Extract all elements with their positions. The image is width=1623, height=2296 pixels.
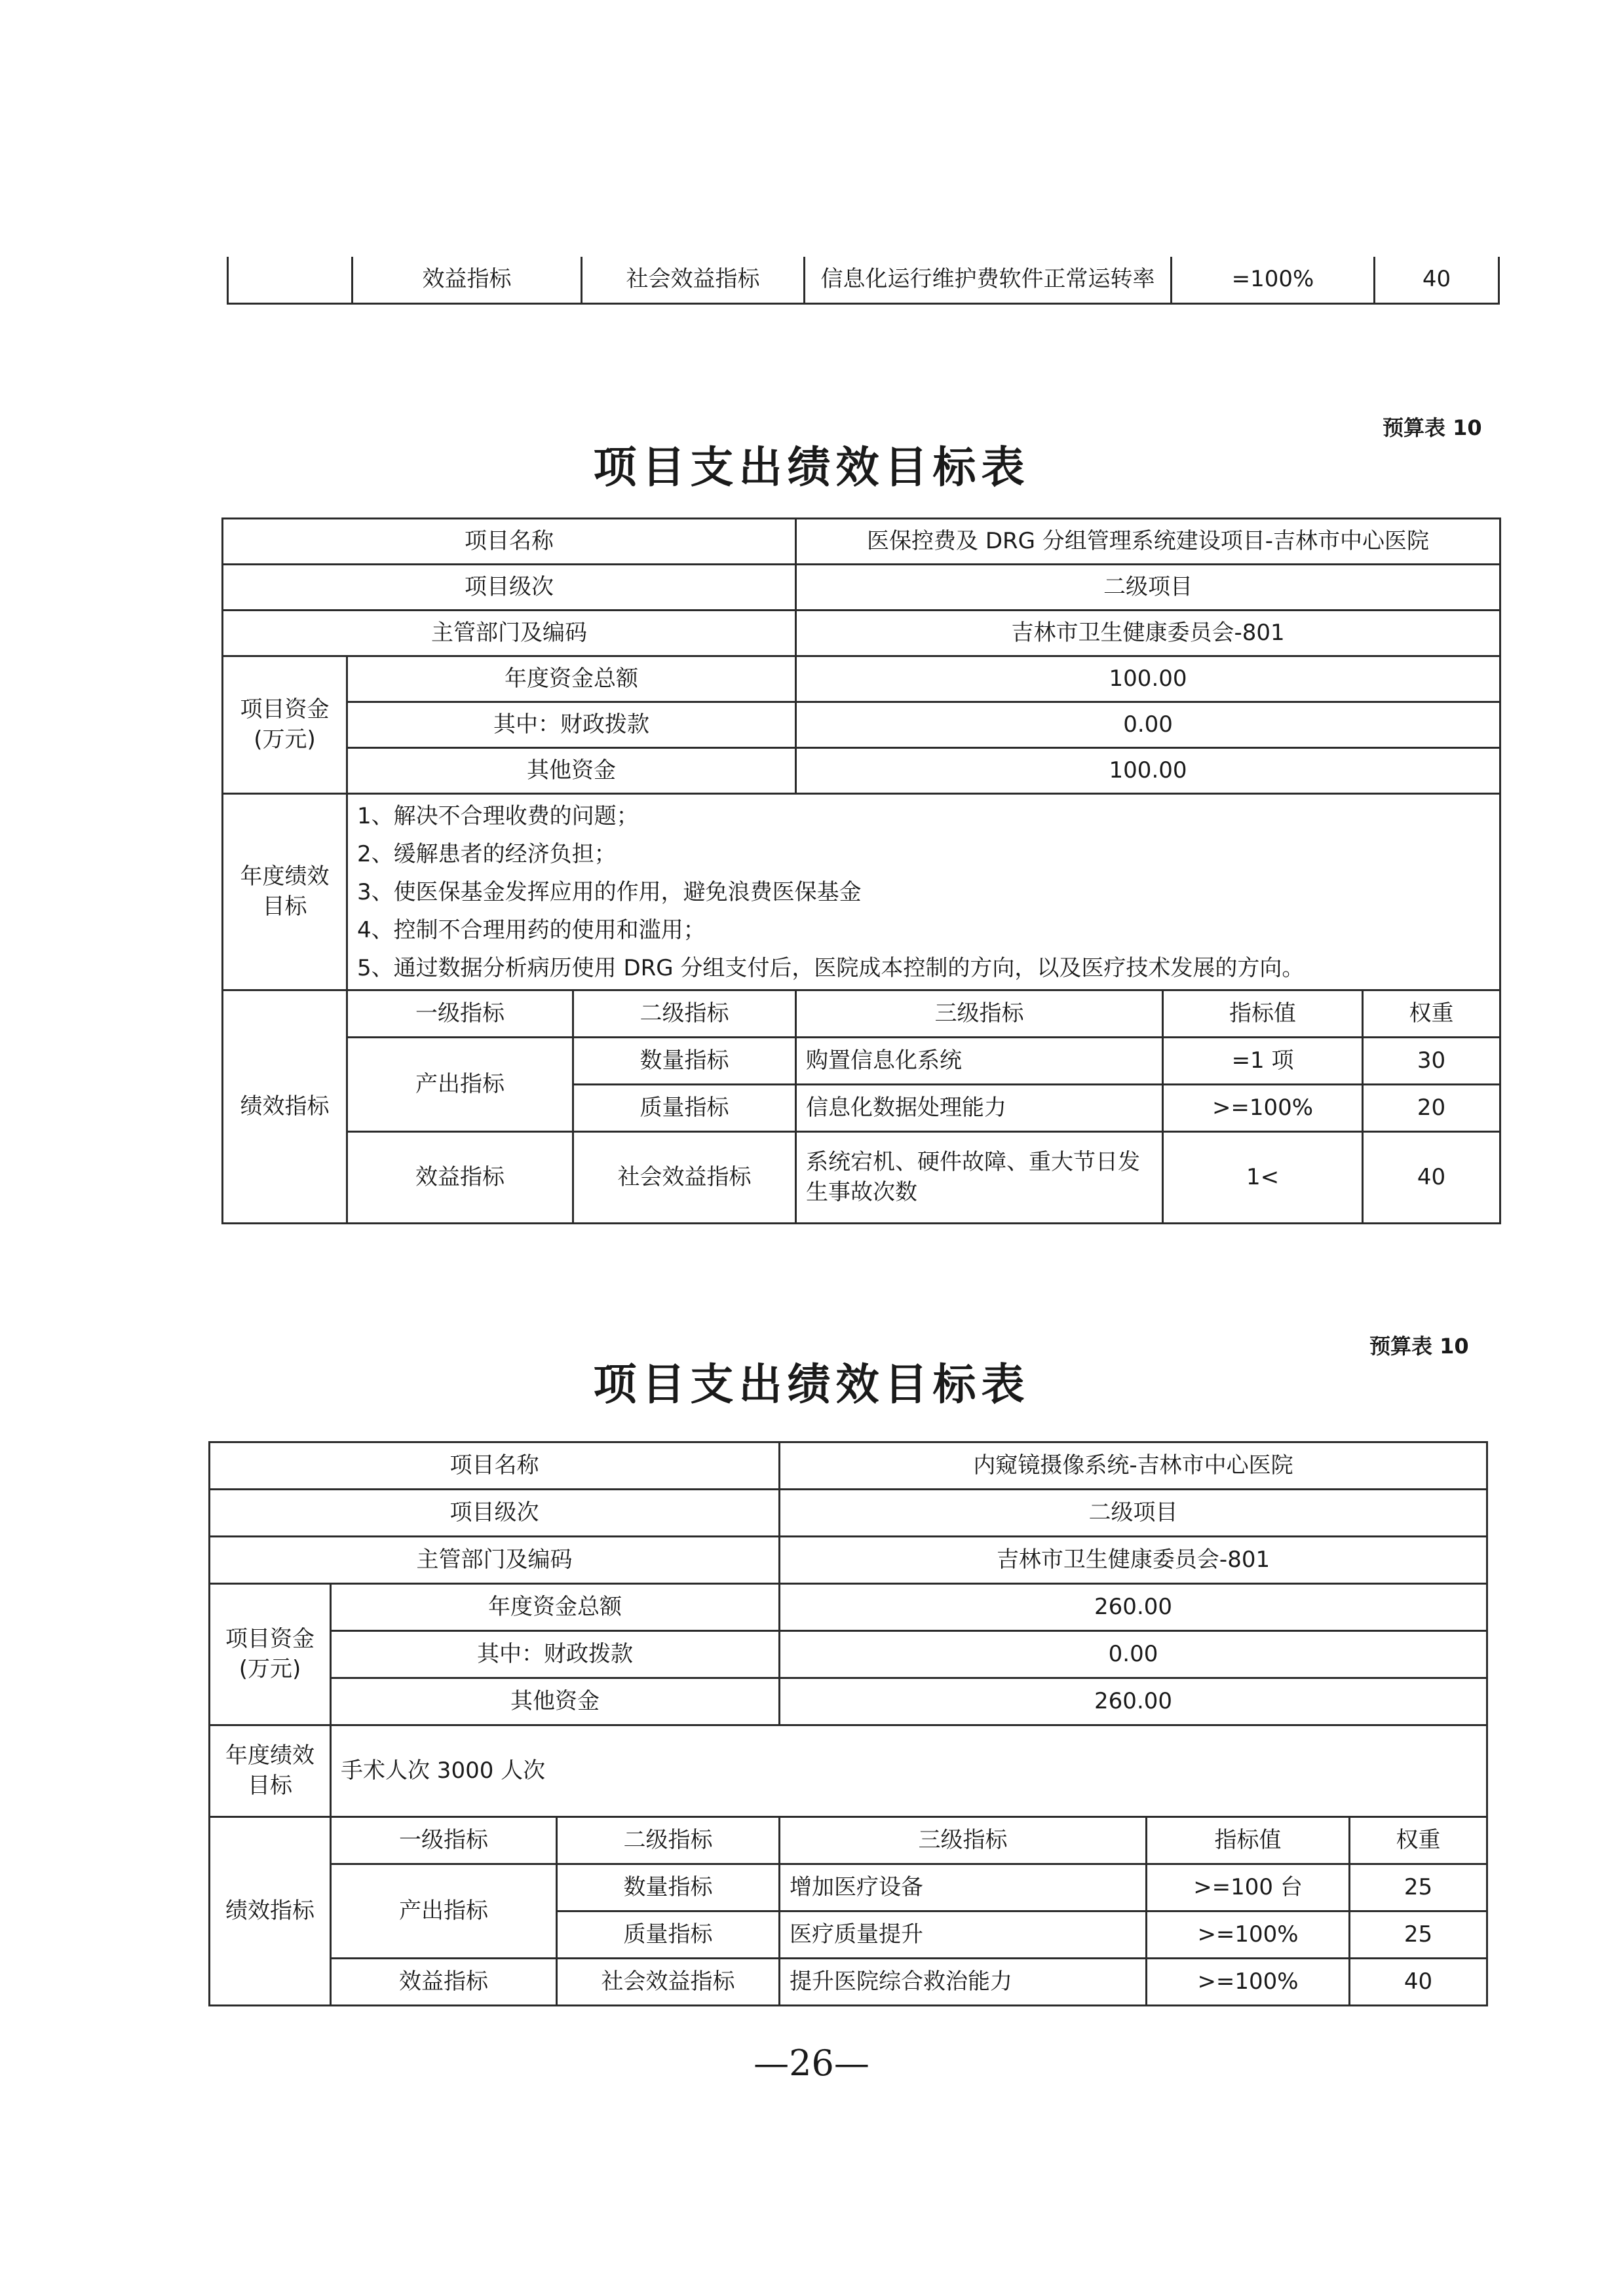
project-level-label: 项目级次 (210, 1490, 780, 1537)
indicator-weight: 25 (1350, 1911, 1487, 1959)
level2-indicator: 质量指标 (557, 1911, 780, 1959)
funds-label: 项目资金 (万元) (223, 656, 347, 794)
department-value: 吉林市卫生健康委员会-801 (780, 1537, 1487, 1584)
total-funds-label: 年度资金总额 (331, 1584, 780, 1631)
fiscal-funds-value: 0.00 (796, 702, 1500, 748)
cell: =100% (1172, 257, 1375, 304)
table-row (223, 656, 1500, 702)
level3-indicator: 医疗质量提升 (780, 1911, 1147, 1959)
cell: 社会效益指标 (582, 257, 805, 304)
other-funds-label: 其他资金 (347, 748, 796, 794)
fiscal-funds-value: 0.00 (780, 1631, 1487, 1678)
cell (228, 257, 353, 304)
column-header: 三级指标 (796, 990, 1163, 1038)
table-row (223, 794, 1500, 990)
column-header: 二级指标 (573, 990, 796, 1038)
indicator-weight: 25 (1350, 1864, 1487, 1911)
total-funds-label: 年度资金总额 (347, 656, 796, 702)
project-name-label: 项目名称 (210, 1442, 780, 1490)
goal-item: 5、通过数据分析病历使用 DRG 分组支付后，医院成本控制的方向，以及医疗技术发展的方向。 (357, 954, 1305, 981)
budget-table-tag: 预算表 10 (1369, 1334, 1469, 1359)
column-header: 一级指标 (331, 1817, 557, 1864)
budget-table-tag: 预算表 10 (1383, 415, 1482, 440)
table-row (210, 1959, 1487, 2006)
level2-indicator: 质量指标 (573, 1085, 796, 1132)
project-name-label: 项目名称 (223, 519, 796, 565)
table-row (210, 1442, 1487, 1490)
level1-indicator: 产出指标 (331, 1864, 557, 1959)
table-row (210, 1584, 1487, 1631)
fiscal-funds-label: 其中：财政拨款 (347, 702, 796, 748)
performance-indicator-label: 绩效指标 (223, 990, 347, 1224)
column-header: 二级指标 (557, 1817, 780, 1864)
page-title: 项目支出绩效目标表 (593, 442, 1030, 493)
level2-indicator: 社会效益指标 (573, 1132, 796, 1224)
indicator-weight: 40 (1350, 1959, 1487, 2006)
goal-item: 2、缓解患者的经济负担； (357, 840, 617, 867)
indicator-weight: 40 (1363, 1132, 1500, 1224)
column-header: 指标值 (1163, 990, 1363, 1038)
table-row (223, 1132, 1500, 1224)
table-row (210, 1678, 1487, 1725)
table-row (210, 1537, 1487, 1584)
column-header: 一级指标 (347, 990, 573, 1038)
annual-goal-label: 年度绩效 目标 (210, 1725, 331, 1817)
level3-indicator: 增加医疗设备 (780, 1864, 1147, 1911)
project-level-value: 二级项目 (780, 1490, 1487, 1537)
goal-item: 1、解决不合理收费的问题； (357, 802, 639, 829)
indicator-weight: 20 (1363, 1085, 1500, 1132)
indicator-value: =1 项 (1163, 1038, 1363, 1085)
table-header-row (223, 990, 1500, 1038)
level2-indicator: 社会效益指标 (557, 1959, 780, 2006)
performance-target-table-2 (208, 1441, 1488, 2006)
department-label: 主管部门及编码 (210, 1537, 780, 1584)
other-funds-value: 100.00 (796, 748, 1500, 794)
other-funds-label: 其他资金 (331, 1678, 780, 1725)
cell: 效益指标 (353, 257, 582, 304)
fiscal-funds-label: 其中：财政拨款 (331, 1631, 780, 1678)
funds-label: 项目资金 (万元) (210, 1584, 331, 1725)
page-title: 项目支出绩效目标表 (593, 1359, 1030, 1410)
performance-target-table-1 (221, 518, 1501, 1224)
table-row (223, 565, 1500, 611)
indicator-weight: 30 (1363, 1038, 1500, 1085)
indicator-value: >=100 台 (1147, 1864, 1350, 1911)
project-level-value: 二级项目 (796, 565, 1500, 611)
table-row (223, 702, 1500, 748)
previous-table-fragment (227, 257, 1500, 305)
cell: 40 (1375, 257, 1499, 304)
annual-goal-label: 年度绩效 目标 (223, 794, 347, 990)
column-header: 权重 (1363, 990, 1500, 1038)
goal-item: 3、使医保基金发挥应用的作用，避免浪费医保基金 (357, 878, 862, 905)
level3-indicator: 购置信息化系统 (796, 1038, 1163, 1085)
table-row (210, 1631, 1487, 1678)
level2-indicator: 数量指标 (573, 1038, 796, 1085)
column-header: 权重 (1350, 1817, 1487, 1864)
level2-indicator: 数量指标 (557, 1864, 780, 1911)
table-row (223, 611, 1500, 656)
performance-indicator-label: 绩效指标 (210, 1817, 331, 2006)
page-number: —26— (754, 2042, 869, 2084)
table-row (210, 1725, 1487, 1817)
level1-indicator: 效益指标 (347, 1132, 573, 1224)
department-value: 吉林市卫生健康委员会-801 (796, 611, 1500, 656)
level1-indicator: 产出指标 (347, 1038, 573, 1132)
level3-indicator: 提升医院综合救治能力 (780, 1959, 1147, 2006)
column-header: 三级指标 (780, 1817, 1147, 1864)
total-funds-value: 260.00 (780, 1584, 1487, 1631)
project-name-value: 内窥镜摄像系统-吉林市中心医院 (780, 1442, 1487, 1490)
total-funds-value: 100.00 (796, 656, 1500, 702)
project-name-value: 医保控费及 DRG 分组管理系统建设项目-吉林市中心医院 (796, 519, 1500, 565)
indicator-value: >=100% (1147, 1911, 1350, 1959)
level1-indicator: 效益指标 (331, 1959, 557, 2006)
table-row (223, 519, 1500, 565)
annual-goal-text: 手术人次 3000 人次 (331, 1725, 1487, 1817)
column-header: 指标值 (1147, 1817, 1350, 1864)
table-row (228, 257, 1499, 304)
level3-indicator: 信息化数据处理能力 (796, 1085, 1163, 1132)
annual-goal-list (347, 794, 1500, 990)
table-row (223, 748, 1500, 794)
table-row (210, 1864, 1487, 1911)
project-level-label: 项目级次 (223, 565, 796, 611)
table-row (223, 1038, 1500, 1085)
other-funds-value: 260.00 (780, 1678, 1487, 1725)
table-row (210, 1490, 1487, 1537)
indicator-value: >=100% (1163, 1085, 1363, 1132)
goal-item: 4、控制不合理用药的使用和滥用； (357, 916, 706, 943)
table-header-row (210, 1817, 1487, 1864)
department-label: 主管部门及编码 (223, 611, 796, 656)
indicator-value: 1< (1163, 1132, 1363, 1224)
indicator-value: >=100% (1147, 1959, 1350, 2006)
level3-indicator: 系统宕机、硬件故障、重大节日发生事故次数 (796, 1132, 1163, 1224)
cell: 信息化运行维护费软件正常运转率 (805, 257, 1172, 304)
